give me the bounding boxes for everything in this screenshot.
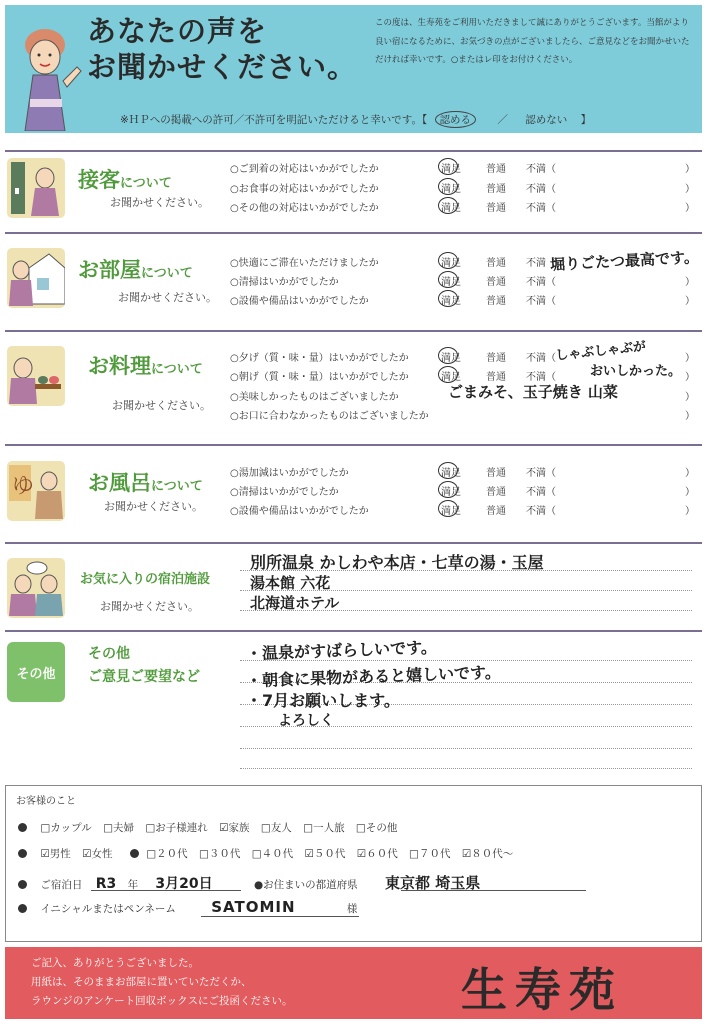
gender-age-row bbox=[18, 846, 521, 861]
question: ○設備や備品はいかがでしたか bbox=[230, 506, 369, 517]
permission-separator: ／ bbox=[497, 114, 508, 126]
rating-options[interactable]: 満足 普通 不満（ bbox=[441, 372, 556, 383]
question: ○清掃はいかがでしたか bbox=[230, 487, 339, 498]
section-subtitle: お聞かせください。 bbox=[104, 500, 203, 513]
circle-mark bbox=[438, 252, 458, 269]
footer-text: ご記入、ありがとうございました。 用紙は、そのままお部屋に置いていただくか、 ラウンジのアンケート回収ボックスにご投函ください。 bbox=[31, 957, 293, 1007]
question: ○快適にご滞在いただけましたか bbox=[230, 258, 379, 269]
bullet-icon bbox=[18, 904, 27, 913]
circle-mark bbox=[438, 178, 458, 195]
handwritten-line: よろしく bbox=[278, 713, 334, 729]
question: ○設備や備品はいかがでしたか bbox=[230, 296, 369, 307]
question: ○お口に合わなかったものはございましたか bbox=[230, 411, 429, 422]
bullet-icon bbox=[130, 849, 139, 858]
paren-close: ） bbox=[685, 411, 695, 422]
checkbox-option[interactable]: ☑６０代 bbox=[356, 848, 398, 860]
initial-label: イニシャルまたはペンネーム bbox=[40, 903, 176, 915]
bullet-icon bbox=[18, 849, 27, 858]
other-badge-icon bbox=[7, 642, 65, 702]
section-title-main: 接客 bbox=[78, 168, 120, 192]
permission-suffix: 】 bbox=[580, 114, 592, 126]
paren-close: ） bbox=[685, 372, 695, 383]
guest-info-box bbox=[5, 785, 702, 942]
question: ○美味しかったものはございましたか bbox=[230, 392, 399, 403]
rating-options[interactable]: 満足 普通 不満（ bbox=[441, 487, 556, 498]
question: ○朝げ（質・味・量）はいかがでしたか bbox=[230, 372, 409, 383]
checkbox-option[interactable]: □その他 bbox=[355, 822, 398, 834]
rating-options[interactable]: 満足 普通 不満（ bbox=[441, 353, 556, 364]
rating-options[interactable]: 満足 普通 不満（ bbox=[441, 203, 556, 214]
section-subtitle: お聞かせください。 bbox=[112, 399, 211, 412]
initial-value[interactable]: SATOMIN bbox=[211, 898, 296, 916]
question: ○ご到着の対応はいかがでしたか bbox=[230, 164, 379, 175]
paren-close: ） bbox=[685, 184, 695, 195]
other-badge-label: その他 bbox=[16, 666, 56, 682]
circle-mark bbox=[438, 347, 458, 364]
circle-mark bbox=[438, 197, 458, 214]
divider bbox=[5, 150, 702, 152]
handwritten-line: 湯本館 六花 bbox=[250, 574, 331, 592]
checkbox-option[interactable]: □２０代 bbox=[146, 848, 188, 860]
checkbox-option[interactable]: ☑女性 bbox=[82, 848, 113, 860]
section-title-rest: について bbox=[151, 362, 203, 377]
question: ○その他の対応はいかがでしたか bbox=[230, 203, 379, 214]
handwritten-line: ・7月お願いします。 bbox=[246, 691, 400, 710]
mascot-woman-icon bbox=[13, 19, 85, 131]
section-subtitle: お聞かせください。 bbox=[100, 600, 199, 613]
circle-mark bbox=[438, 290, 458, 307]
divider bbox=[5, 330, 702, 332]
talking-women-icon bbox=[7, 558, 65, 618]
checkbox-option[interactable]: □カップル bbox=[40, 822, 92, 834]
handwritten-favorites: ごまみそ、玉子焼き 山菜 bbox=[448, 383, 618, 401]
rating-options[interactable]: 満足 普通 不満（ bbox=[441, 258, 556, 269]
section-title-main: お料理 bbox=[88, 354, 151, 378]
section-title-rest: について bbox=[151, 479, 203, 494]
rating-options[interactable]: 満足 普通 不満（ bbox=[441, 296, 556, 307]
hp-permission-line bbox=[120, 111, 591, 128]
prefecture-underline bbox=[401, 890, 586, 891]
question: ○夕げ（質・味・量）はいかがでしたか bbox=[230, 353, 409, 364]
divider bbox=[5, 444, 702, 446]
dotted-line bbox=[240, 748, 692, 749]
section-subtitle: お聞かせください。 bbox=[118, 291, 217, 304]
checkbox-option[interactable]: □７０代 bbox=[409, 848, 451, 860]
stay-date-year[interactable]: R3 bbox=[95, 876, 117, 892]
bullet-icon bbox=[18, 823, 27, 832]
paren-close: ） bbox=[685, 296, 695, 307]
stay-date-label: ご宿泊日 bbox=[40, 879, 83, 891]
bullet-icon bbox=[18, 880, 27, 889]
checkbox-option[interactable]: ☑家族 bbox=[219, 822, 250, 834]
year-unit: 年 bbox=[127, 879, 139, 891]
stay-date-monthday[interactable]: 3月20日 bbox=[155, 876, 213, 892]
section-title-main: お部屋 bbox=[78, 258, 141, 282]
section-title-rest: について bbox=[141, 266, 193, 281]
bath-woman-icon bbox=[7, 461, 65, 521]
divider bbox=[5, 630, 702, 632]
prefecture-value[interactable]: 東京都 埼玉県 bbox=[385, 874, 481, 892]
rating-options[interactable]: 満足 普通 不満（ bbox=[441, 277, 556, 288]
circle-mark bbox=[438, 481, 458, 498]
section-title-sub: ご意見ご要望など bbox=[88, 669, 200, 685]
circle-mark bbox=[438, 462, 458, 479]
door-woman-icon bbox=[7, 158, 65, 218]
permission-deny-option[interactable]: 認めない bbox=[525, 114, 568, 126]
circle-mark bbox=[438, 158, 458, 175]
paren-close: ） bbox=[685, 506, 695, 517]
rating-options[interactable]: 満足 普通 不満（ bbox=[441, 468, 556, 479]
divider bbox=[5, 542, 702, 544]
checkbox-option[interactable]: □一人旅 bbox=[303, 822, 345, 834]
page-title: あなたの声を お聞かせください。 bbox=[87, 14, 358, 84]
handwritten-line: 別所温泉 かしわや本店・七草の湯・玉屋 bbox=[250, 553, 544, 572]
checkbox-option[interactable]: □４０代 bbox=[251, 848, 294, 860]
handwritten-line: ・朝食に果物があると嬉しいです。 bbox=[245, 662, 502, 691]
question: ○湯加減はいかがでしたか bbox=[230, 468, 349, 479]
svg-text:ゆ: ゆ bbox=[12, 474, 35, 499]
guest-info-title: お客様のこと bbox=[16, 796, 76, 807]
checkbox-option[interactable]: □友人 bbox=[260, 822, 292, 834]
permission-prefix: ※ＨＰへの掲載への許可／不許可を明記いただけると幸いです。【 bbox=[120, 114, 428, 126]
section-title: お気に入りの宿泊施設 bbox=[80, 572, 211, 587]
paren-close: ） bbox=[685, 468, 695, 479]
checkbox-option[interactable]: □お子様連れ bbox=[145, 822, 208, 834]
initial-underline bbox=[201, 916, 359, 917]
handwritten-comment: 堀りごたつ最高です。 bbox=[549, 248, 700, 274]
section-title: その他 bbox=[88, 646, 130, 662]
footer-banner bbox=[5, 947, 702, 1019]
section-title-rest: について bbox=[120, 176, 172, 191]
paren-close: ） bbox=[685, 277, 695, 288]
checkbox-option[interactable]: □３０代 bbox=[198, 848, 241, 860]
rating-options[interactable]: 満足 普通 不満（ bbox=[441, 184, 556, 195]
paren-close: ） bbox=[685, 392, 695, 403]
checkbox-option[interactable]: □夫婦 bbox=[103, 822, 135, 834]
question: ○清掃はいかがでしたか bbox=[230, 277, 339, 288]
handwritten-line: 北海道ホテル bbox=[250, 594, 340, 612]
header-banner bbox=[5, 5, 702, 133]
circle-mark bbox=[438, 271, 458, 288]
checkbox-option[interactable]: ☑８０代～ bbox=[461, 848, 514, 860]
honorific: 様 bbox=[346, 903, 358, 915]
section-title-main: お風呂 bbox=[88, 471, 151, 495]
rating-options[interactable]: 満足 普通 不満（ bbox=[441, 506, 556, 517]
dotted-line bbox=[240, 768, 692, 769]
date-underline bbox=[91, 890, 241, 891]
checkbox-option[interactable]: ☑男性 bbox=[40, 848, 71, 860]
section-subtitle: お聞かせください。 bbox=[110, 196, 209, 209]
house-woman-icon bbox=[7, 248, 65, 308]
checkbox-option[interactable]: ☑５０代 bbox=[304, 848, 346, 860]
handwritten-line: ・温泉がすばらしいです。 bbox=[245, 637, 438, 664]
guest-type-row bbox=[18, 820, 405, 835]
initial-row bbox=[18, 898, 357, 916]
paren-close: ） bbox=[685, 164, 695, 175]
paren-close: ） bbox=[685, 353, 695, 364]
intro-text: この度は、生寿苑をご利用いただきまして誠にありがとうございます。当館がより良い宿になるために、お気づきの点がございましたら、ご意見などをお聞かせいただければ幸いです。○またはレ印をお付けください。 bbox=[375, 18, 690, 65]
question: ○お食事の対応はいかがでしたか bbox=[230, 184, 379, 195]
divider bbox=[5, 232, 702, 234]
permission-allow-option[interactable]: 認める bbox=[435, 111, 477, 128]
prefecture-label: ●お住まいの都道府県 bbox=[253, 879, 358, 891]
brand-logo: 生寿苑 bbox=[461, 963, 623, 1017]
handwritten-comment: おいしかった。 bbox=[590, 364, 682, 379]
handwritten-comment: しゃぶしゃぶが bbox=[554, 339, 647, 364]
meal-woman-icon bbox=[7, 346, 65, 406]
paren-close: ） bbox=[685, 487, 695, 498]
paren-close: ） bbox=[685, 203, 695, 214]
rating-options[interactable]: 満足 普通 不満（ bbox=[441, 164, 556, 175]
circle-mark bbox=[438, 500, 458, 517]
